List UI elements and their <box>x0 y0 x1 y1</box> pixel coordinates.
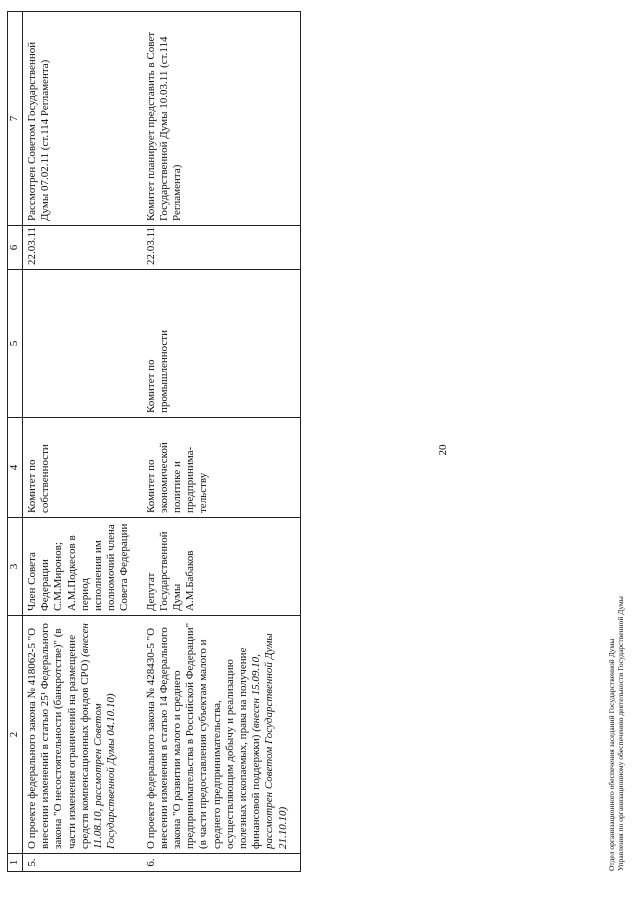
col-header-5: 5 <box>8 270 23 418</box>
responsible-committee: Комитет по собственности <box>23 418 142 518</box>
col-header-6: 6 <box>8 226 23 270</box>
col-header-2: 2 <box>8 616 23 854</box>
bill-note: (внесен 11.08.10, рассмотрен Советом Государственной Думы 04.10.10) <box>78 623 118 849</box>
page-number: 20 <box>437 444 449 456</box>
responsible-committee: Комитет по экономической политике и предпринима-тельству <box>142 418 301 518</box>
co-executor-committee <box>23 270 142 418</box>
col-header-7: 7 <box>8 12 23 226</box>
col-header-1: 1 <box>8 854 23 872</box>
footer-line-2: Управления по организационному обеспечению деятельности Государственной Думы <box>616 596 625 871</box>
header-row <box>8 12 23 872</box>
co-executor-committee: Комитет по промышленности <box>142 270 301 418</box>
col-header-3: 3 <box>8 518 23 616</box>
col-header-4: 4 <box>8 418 23 518</box>
deadline-date: 22.03.11 <box>142 226 301 270</box>
table-row <box>142 12 301 872</box>
bill-status: Комитет планирует представить в Совет Государственной Думы 10.03.11 (ст.114 Регламента) <box>142 12 301 226</box>
bill-description: О проекте федерального закона № 418062-5 "О внесении изменений в статью 25¹ Федерального закона "О несостоятельности (банкротстве)" (в части изменения ограничений на размещение средств компенсационных фондов СРО) <box>26 623 91 849</box>
table-row <box>23 12 142 872</box>
row-number: 6. <box>142 854 301 872</box>
bill-description-cell <box>23 616 142 854</box>
initiator: Член Совета Федерации С.М.Миронов; А.М.Подкесов в период исполнения им полномочий члена Совета Федерации <box>23 518 142 616</box>
bill-description: О проекте федерального закона № 428430-5 "О внесении изменения в статью 14 Федерального закона "О развитии малого и среднего предпринимательства в Российской Федерации" (в части предоставления субъектам малого и среднего предпринимательства, осуществляющим добычу и реализацию полезных ископаемых, права на получение финансовой поддержки) <box>144 622 263 849</box>
bill-status: Рассмотрен Советом Государственной Думы 07.02.11 (ст.114 Регламента) <box>23 12 142 226</box>
row-number: 5. <box>23 854 142 872</box>
bill-note: (внесен 15.09.10, рассмотрен Советом Государственной Думы 21.10.10) <box>250 633 289 849</box>
bill-description-cell <box>142 616 301 854</box>
deadline-date: 22.03.11 <box>23 226 142 270</box>
footer-line-1: Отдел организационного обеспечения заседаний Государственной Думы <box>607 638 616 871</box>
bills-table <box>7 11 301 872</box>
initiator: Депутат Государственной Думы А.М.Бабаков <box>142 518 301 616</box>
footer <box>607 596 625 871</box>
